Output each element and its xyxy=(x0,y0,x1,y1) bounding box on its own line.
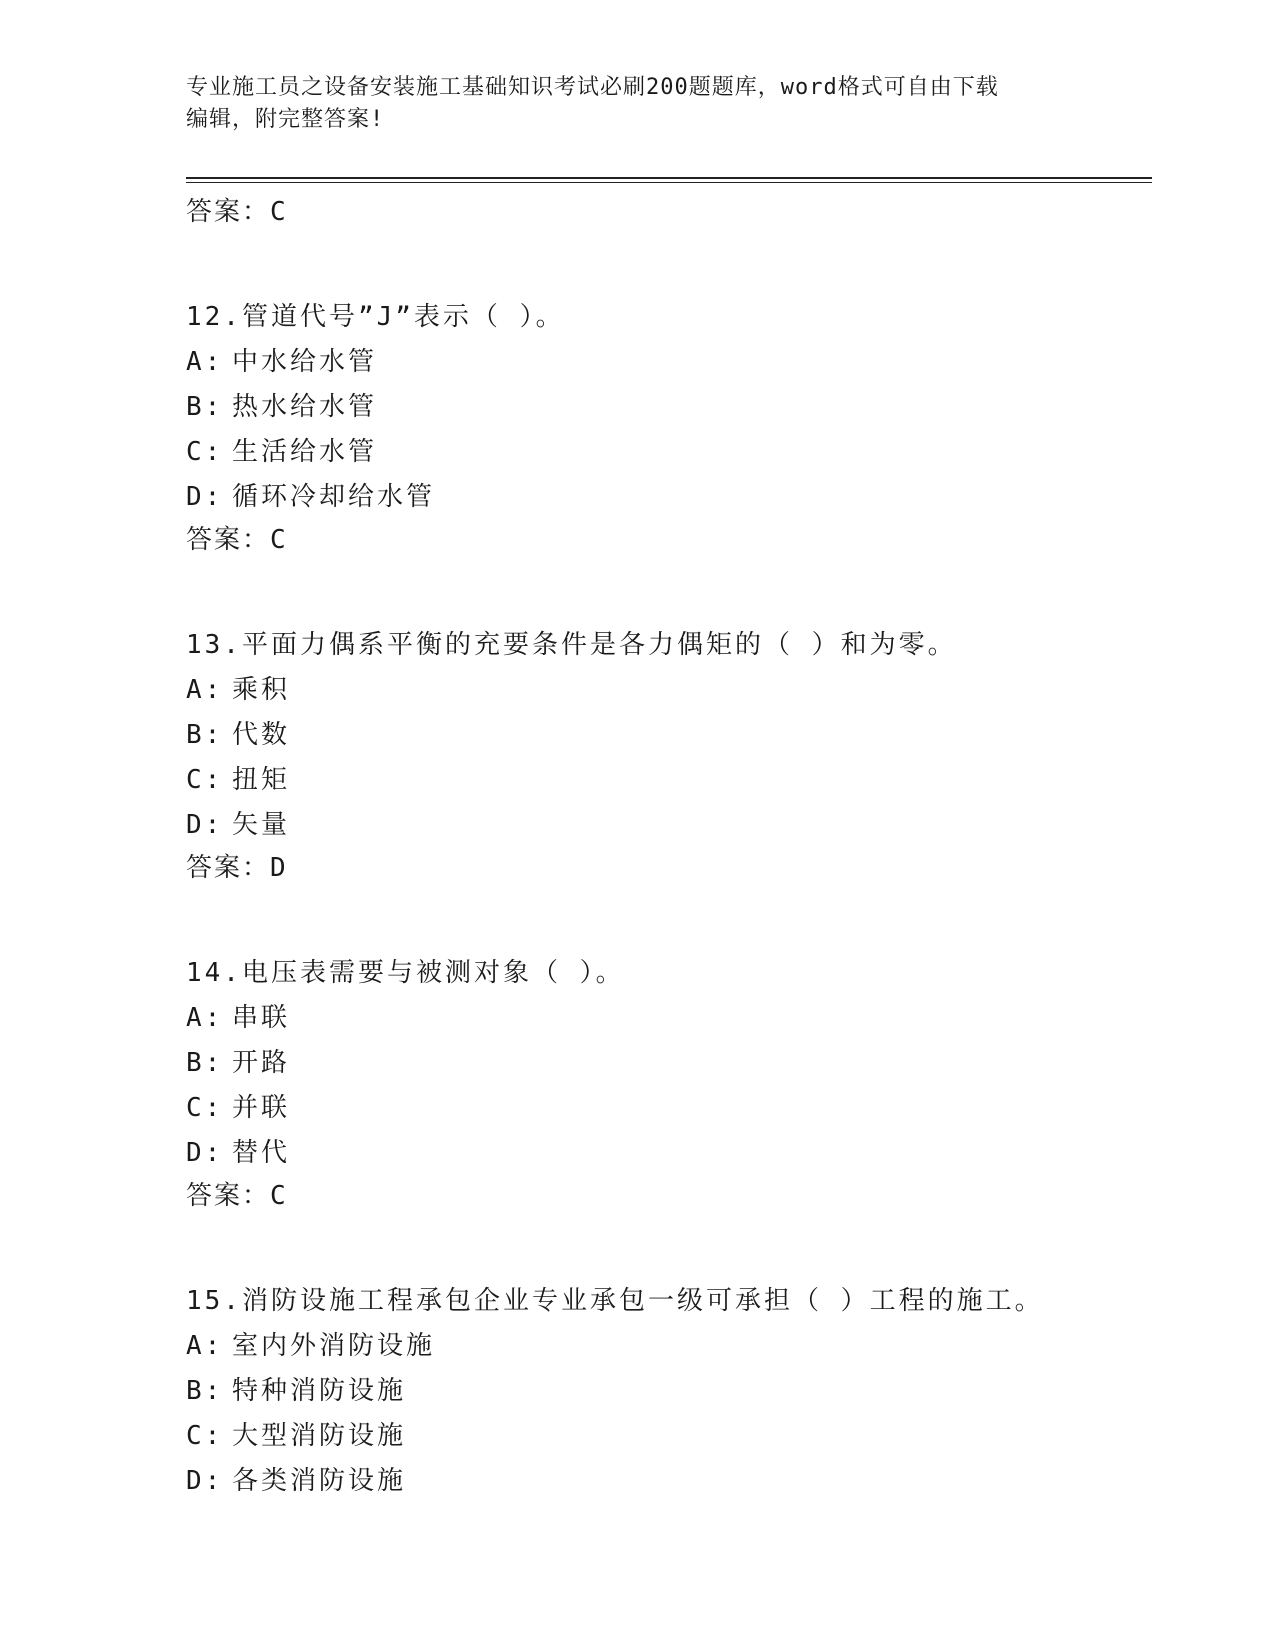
option-text: 并联 xyxy=(232,1093,291,1123)
option-b xyxy=(186,1041,1146,1086)
question-text: 15.消防设施工程承包企业专业承包一级可承担（ ）工程的施工。 xyxy=(186,1286,1044,1316)
option-text: 大型消防设施 xyxy=(232,1421,407,1451)
option-d xyxy=(186,1131,1146,1176)
option-a xyxy=(186,668,1146,713)
option-a xyxy=(186,996,1146,1041)
option-text: 串联 xyxy=(232,1003,291,1033)
option-d xyxy=(186,475,1146,520)
option-b xyxy=(186,713,1146,758)
question-text: 13.平面力偶系平衡的充要条件是各力偶矩的（ ）和为零。 xyxy=(186,630,957,660)
answer-line xyxy=(186,520,1146,560)
option-c xyxy=(186,430,1146,475)
option-text: 各类消防设施 xyxy=(232,1466,407,1496)
option-letter: C: xyxy=(186,765,224,795)
option-letter: D: xyxy=(186,810,224,840)
option-text: 替代 xyxy=(232,1138,291,1168)
answer-value: C xyxy=(270,525,286,555)
header-divider-thin xyxy=(186,182,1152,183)
question-list xyxy=(186,192,1146,1504)
option-text: 循环冷却给水管 xyxy=(232,482,436,512)
option-letter: C: xyxy=(186,1421,224,1451)
answer-line-previous xyxy=(186,192,1146,232)
option-a xyxy=(186,1324,1146,1369)
option-text: 代数 xyxy=(232,720,291,750)
option-text: 特种消防设施 xyxy=(232,1376,407,1406)
option-letter: C: xyxy=(186,437,224,467)
header-divider-thick xyxy=(186,177,1152,179)
option-d xyxy=(186,803,1146,848)
option-letter: C: xyxy=(186,1093,224,1123)
answer-line xyxy=(186,1176,1146,1216)
option-c xyxy=(186,1414,1146,1459)
option-letter: B: xyxy=(186,392,224,422)
option-b xyxy=(186,385,1146,430)
header-title-line-2: 编辑，附完整答案! xyxy=(186,107,385,132)
option-text: 中水给水管 xyxy=(232,347,378,377)
answer-value: C xyxy=(270,1181,286,1211)
document-header xyxy=(186,72,1066,136)
option-text: 乘积 xyxy=(232,675,291,705)
answer-line xyxy=(186,848,1146,888)
option-text: 矢量 xyxy=(232,810,291,840)
answer-value: D xyxy=(270,853,286,883)
answer-prefix: 答案： xyxy=(186,1181,271,1211)
option-b xyxy=(186,1369,1146,1414)
question-text: 14.电压表需要与被测对象（ ）。 xyxy=(186,958,625,988)
option-text: 生活给水管 xyxy=(232,437,378,467)
option-letter: A: xyxy=(186,347,224,377)
option-letter: D: xyxy=(186,1138,224,1168)
answer-prefix: 答案： xyxy=(186,853,271,883)
option-text: 扭矩 xyxy=(232,765,291,795)
option-letter: D: xyxy=(186,482,224,512)
option-c xyxy=(186,758,1146,803)
option-c xyxy=(186,1086,1146,1131)
option-letter: B: xyxy=(186,1048,224,1078)
option-text: 热水给水管 xyxy=(232,392,378,422)
option-letter: B: xyxy=(186,1376,224,1406)
option-letter: A: xyxy=(186,1331,224,1361)
answer-prefix: 答案： xyxy=(186,525,271,555)
option-a xyxy=(186,340,1146,385)
header-title-line-1: 专业施工员之设备安装施工基础知识考试必刷200题题库，word格式可自由下载 xyxy=(186,75,999,100)
question-block-12 xyxy=(186,295,1146,560)
question-block-15 xyxy=(186,1279,1146,1504)
option-letter: A: xyxy=(186,1003,224,1033)
option-letter: D: xyxy=(186,1466,224,1496)
option-d xyxy=(186,1459,1146,1504)
question-text: 12.管道代号”J”表示（ ）。 xyxy=(186,302,565,332)
option-letter: B: xyxy=(186,720,224,750)
answer-value: C xyxy=(270,197,286,227)
option-text: 开路 xyxy=(232,1048,291,1078)
question-block-13 xyxy=(186,623,1146,888)
answer-prefix: 答案： xyxy=(186,197,271,227)
option-letter: A: xyxy=(186,675,224,705)
question-block-14 xyxy=(186,951,1146,1216)
option-text: 室内外消防设施 xyxy=(232,1331,436,1361)
